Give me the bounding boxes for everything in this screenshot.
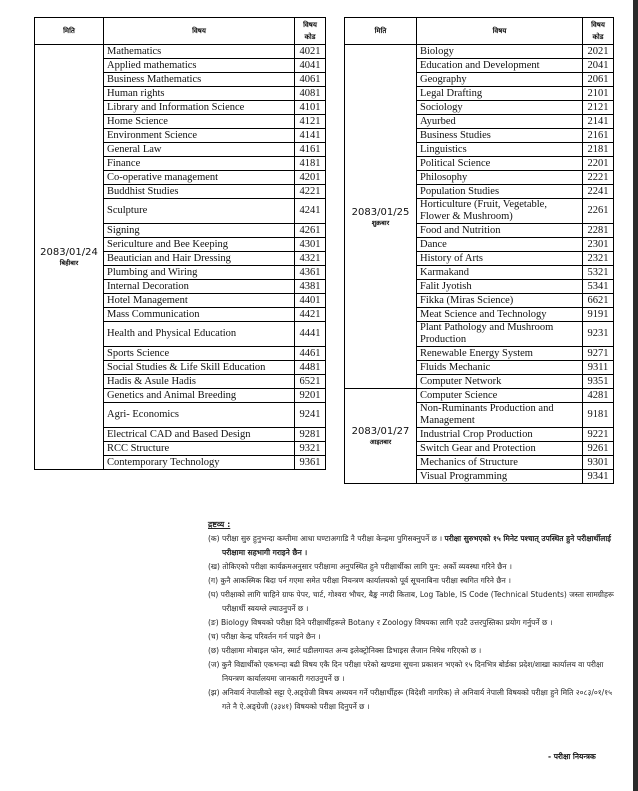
note-text: (ङ) Biology विषयको परीक्षा दिने परीक्षार्थीहरूले Botany र Zoology विषयका लागि एउटै उत्तरपुस्तिका प्रयोग गर्नुपर्ने छ । [208,618,553,627]
subject-cell: Library and Information Science [104,101,295,115]
subject-cell: Agri- Economics [104,403,295,428]
code-cell: 9361 [295,456,326,470]
code-cell: 4021 [295,45,326,59]
note-item [208,644,620,658]
header-date: मिति [35,18,104,45]
subject-cell: Sculpture [104,199,295,224]
code-cell: 2261 [583,199,614,224]
subject-cell: Home Science [104,115,295,129]
note-item [208,588,620,616]
note-item [208,532,620,560]
subject-cell: Population Studies [417,185,583,199]
code-cell: 4121 [295,115,326,129]
subject-cell: Education and Development [417,59,583,73]
code-cell: 2321 [583,252,614,266]
subject-cell: History of Arts [417,252,583,266]
code-cell: 9321 [295,442,326,456]
header-code: विषय कोड [583,18,614,45]
code-cell: 4201 [295,171,326,185]
code-cell: 4461 [295,347,326,361]
note-text: (ग) कुनै आकस्मिक बिदा पर्न गएमा समेत परीक्षा नियन्त्रण कार्यालयको पूर्व सूचनाबिना परीक्षा स्थगित गरिने छैन । [208,576,511,585]
code-cell: 2161 [583,129,614,143]
code-cell: 9201 [295,389,326,403]
code-cell: 2061 [583,73,614,87]
subject-cell: Industrial Crop Production [417,428,583,442]
date-cell [35,45,104,470]
subject-cell: Internal Decoration [104,280,295,294]
code-cell: 4041 [295,59,326,73]
page-edge-bar [633,0,638,791]
subject-cell: Meat Science and Technology [417,308,583,322]
note-text: (छ) परीक्षामा मोबाइल फोन, स्मार्ट घडीलगायत अन्य इलेक्ट्रोनिक्स डिभाइस लैजान निषेध गरिएको छ । [208,646,482,655]
code-cell: 4401 [295,294,326,308]
note-text: (घ) परीक्षाको लागि चाहिने ग्राफ पेपर, चार्ट, गोश्वरा भौचर, बैङ्क नगदी किताब, Log Table, IS Code (Technical Students) जस्ता सामग्रीहरू परीक्षार्थी स्वयम्ले ल्याउनुपर्ने छ । [208,590,614,613]
subject-cell: Visual Programming [417,470,583,484]
subject-cell: Sericulture and Bee Keeping [104,238,295,252]
code-cell: 4421 [295,308,326,322]
code-cell: 2021 [583,45,614,59]
subject-cell: Non-Ruminants Production and Management [417,403,583,428]
header-date: मिति [345,18,417,45]
notes-title: द्रष्टव्य : [208,520,231,529]
subject-cell: Linguistics [417,143,583,157]
subject-cell: RCC Structure [104,442,295,456]
code-cell: 5341 [583,280,614,294]
subject-cell: Computer Network [417,375,583,389]
code-cell: 4321 [295,252,326,266]
schedule-table-left [34,17,326,470]
subject-cell: Karmakand [417,266,583,280]
subject-cell: Finance [104,157,295,171]
day-value: आइतबार [369,438,392,446]
table-row [35,45,326,59]
date-value: 2083/01/25 [351,206,410,218]
table-row [345,389,614,403]
code-cell: 4081 [295,87,326,101]
subject-cell: Dance [417,238,583,252]
code-cell: 2141 [583,115,614,129]
subject-cell: Beautician and Hair Dressing [104,252,295,266]
code-cell: 2121 [583,101,614,115]
subject-cell: Business Mathematics [104,73,295,87]
subject-cell: Political Science [417,157,583,171]
schedule-table-right [344,17,614,484]
code-cell: 9271 [583,347,614,361]
subject-cell: Fluids Mechanic [417,361,583,375]
subject-cell: Mass Communication [104,308,295,322]
code-cell: 2241 [583,185,614,199]
code-cell: 4361 [295,266,326,280]
header-subject: विषय [417,18,583,45]
code-cell: 4381 [295,280,326,294]
note-text: (ज) कुनै विद्यार्थीको एकभन्दा बढी विषय एकै दिन परीक्षा परेको खण्डमा सूचना प्रकाशन भएको १५ दिनभित्र बोर्डका प्रदेश/शाखा कार्यालय वा परीक्षा नियन्त्रण कार्यालयमा जानकारी गराउनुपर्ने छ । [208,660,604,683]
note-item [208,630,620,644]
notes-section [208,518,620,714]
code-cell: 4061 [295,73,326,87]
code-cell: 6621 [583,294,614,308]
day-value: बिहीबार [59,259,79,267]
code-cell: 2041 [583,59,614,73]
note-text: (क) परीक्षा सुरु हुनुभन्दा कम्तीमा आधा घण्टाअगाडि नै परीक्षा केन्द्रमा पुगिसक्नुपर्ने छ । [208,534,445,543]
subject-cell: Switch Gear and Protection [417,442,583,456]
subject-cell: Mechanics of Structure [417,456,583,470]
note-item [208,686,620,714]
code-cell: 4241 [295,199,326,224]
code-cell: 9311 [583,361,614,375]
subject-cell: Genetics and Animal Breeding [104,389,295,403]
subject-cell: Hotel Management [104,294,295,308]
note-text: (च) परीक्षा केन्द्र परिवर्तन गर्न पाइने छैन । [208,632,321,641]
note-text: (ख) तोकिएको परीक्षा कार्यक्रमअनुसार परीक्षामा अनुपस्थित हुने परीक्षार्थीका लागि पुन: अर्को व्यवस्था गरिने छैन । [208,562,512,571]
subject-cell: Hadis & Asule Hadis [104,375,295,389]
code-cell: 2201 [583,157,614,171]
code-cell: 4181 [295,157,326,171]
code-cell: 9281 [295,428,326,442]
subject-cell: Ayurbed [417,115,583,129]
code-cell: 4441 [295,322,326,347]
subject-cell: Human rights [104,87,295,101]
code-cell: 4101 [295,101,326,115]
note-item [208,574,620,588]
subject-cell: Social Studies & Life Skill Education [104,361,295,375]
subject-cell: Signing [104,224,295,238]
code-cell: 4261 [295,224,326,238]
subject-cell: Falit Jyotish [417,280,583,294]
subject-cell: Co-operative management [104,171,295,185]
day-value: शुक्रबार [371,218,390,227]
code-cell: 4161 [295,143,326,157]
subject-cell: Renewable Energy System [417,347,583,361]
subject-cell: Electrical CAD and Based Design [104,428,295,442]
note-item [208,658,620,686]
code-cell: 9341 [583,470,614,484]
table-row [345,45,614,59]
subject-cell: Food and Nutrition [417,224,583,238]
code-cell: 2281 [583,224,614,238]
subject-cell: Sociology [417,101,583,115]
subject-cell: Plumbing and Wiring [104,266,295,280]
note-item [208,560,620,574]
code-cell: 9191 [583,308,614,322]
code-cell: 4141 [295,129,326,143]
code-cell: 9241 [295,403,326,428]
code-cell: 4221 [295,185,326,199]
subject-cell: Biology [417,45,583,59]
code-cell: 9231 [583,322,614,347]
code-cell: 2181 [583,143,614,157]
code-cell: 6521 [295,375,326,389]
note-emphasis: परीक्षा सुरुभएको १५ मिनेट पश्चात् उपस्थित हुने परीक्षार्थीलाई परीक्षामा सहभागी गराइने छैन । [222,534,611,557]
code-cell: 2101 [583,87,614,101]
code-cell: 4281 [583,389,614,403]
code-cell: 4301 [295,238,326,252]
date-cell [345,45,417,389]
code-cell: 9351 [583,375,614,389]
code-cell: 5321 [583,266,614,280]
subject-cell: Business Studies [417,129,583,143]
subject-cell: Sports Science [104,347,295,361]
signature: - परीक्षा नियन्त्रक [548,752,596,761]
subject-cell: Plant Pathology and Mushroom Production [417,322,583,347]
subject-cell: Contemporary Technology [104,456,295,470]
note-text: (झ) अनिवार्य नेपालीको सट्टा ऐ.अङ्ग्रेजी विषय अध्ययन गर्ने परीक्षार्थीहरू (विदेशी नागरिक) ले अनिवार्य नेपाली विषयको परीक्षा हुने मिति २०८३/०१/१५ गते नै ऐ.अङ्ग्रेजी (३३४१) विषयको परीक्षा दिनुपर्ने छ । [208,688,613,711]
code-cell: 4481 [295,361,326,375]
subject-cell: General Law [104,143,295,157]
date-value: 2083/01/24 [40,247,98,258]
date-cell [345,389,417,484]
subject-cell: Buddhist Studies [104,185,295,199]
subject-cell: Geography [417,73,583,87]
date-value: 2083/01/27 [351,426,410,437]
code-cell: 9221 [583,428,614,442]
subject-cell: Applied mathematics [104,59,295,73]
subject-cell: Philosophy [417,171,583,185]
subject-cell: Computer Science [417,389,583,403]
subject-cell: Environment Science [104,129,295,143]
subject-cell: Fikka (Miras Science) [417,294,583,308]
code-cell: 2301 [583,238,614,252]
code-cell: 9181 [583,403,614,428]
subject-cell: Health and Physical Education [104,322,295,347]
subject-cell: Legal Drafting [417,87,583,101]
subject-cell: Horticulture (Fruit, Vegetable, Flower & Mushroom) [417,199,583,224]
code-cell: 2221 [583,171,614,185]
header-subject: विषय [104,18,295,45]
subject-cell: Mathematics [104,45,295,59]
header-code: विषय कोड [295,18,326,45]
note-item [208,616,620,630]
code-cell: 9301 [583,456,614,470]
code-cell: 9261 [583,442,614,456]
